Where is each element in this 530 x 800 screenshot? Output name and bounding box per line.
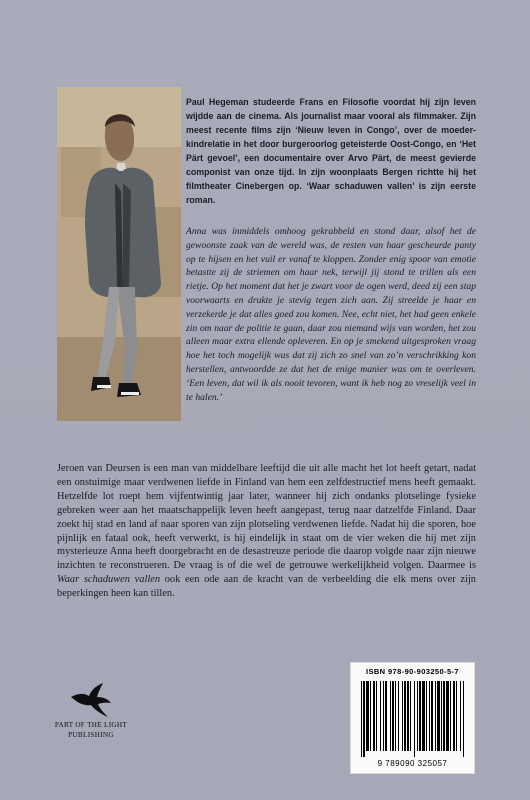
barcode-number: 9 789090 325057 xyxy=(377,759,448,768)
barcode-bar xyxy=(383,681,384,751)
barcode-bar xyxy=(385,681,387,751)
barcode-bar xyxy=(419,681,421,751)
barcode-bar xyxy=(460,681,461,751)
barcode-bar xyxy=(404,681,406,751)
barcode-bar xyxy=(392,681,394,751)
barcode-bar xyxy=(390,681,391,751)
barcode-bar xyxy=(361,681,362,757)
barcode-bar xyxy=(395,681,396,751)
barcode-bar xyxy=(446,681,449,751)
barcode-bar xyxy=(463,681,464,757)
barcode-bar xyxy=(426,681,427,751)
barcode-bar xyxy=(410,681,411,751)
author-biography: Paul Hegeman studeerde Frans en Filosofie voordat hij zijn leven wijdde aan de cinema. Als journalist maar vooral als filmmaker. Zijn meest recente films zijn ‘Nieuw leven in Congo’, over de moeder-kindrelatie in het door burgeroorlog geteisterde Oost-Congo, en ‘Het Pärt gevoel’, een documentaire over Arvo Pärt, de meest gevierde componist van onze tijd. In zijn woonplaats Bergen richtte hij het filmtheater Cinebergen op. ‘Waar schaduwen vallen’ is zijn eerste roman. xyxy=(186,97,476,205)
barcode-bar xyxy=(363,681,365,757)
barcode-bar xyxy=(414,681,415,757)
barcode-bar xyxy=(441,681,442,751)
barcode-bar xyxy=(443,681,445,751)
barcode-bar xyxy=(431,681,433,751)
barcode-bars xyxy=(361,681,465,757)
synopsis-text-end: ook een ode aan de kracht van de verbeelding die elk mens over zijn beperkingen heen kan tillen. xyxy=(57,574,476,600)
barcode-bar xyxy=(376,681,377,751)
book-synopsis xyxy=(57,462,476,601)
barcode-bar xyxy=(429,681,430,751)
synopsis-text: Jeroen van Deursen is een man van middelbare leeftijd die uit alle macht het lot heeft getart, nadat een onstuimige maar verdwenen liefde in Finland van hem een zelfdestructief mens heeft gemaakt. Hetzelfde lot roept hem vijfentwintig jaar later, wanneer hij zich ondanks plotselinge fysieke gebreken weer aan het maatschappelijk leven heeft aangepast, terug naar datzelfde Finland. Daar zoekt hij stad en land af naar sporen van zijn plotseling verdwenen liefde. Nadat hij die sporen, hoe pijnlijk en fataal ook, heeft verwerkt, is hij eindelijk in staat om de vier weken die hij met zijn mysterieuze Anna heeft doorgebracht en de desastreuze periode die daarop volgde naar zijn nieuwe inzichten te reconstrueren. De vraag is of die wel de getrouwe werkelijkheid volgen. Daarmee is xyxy=(57,463,476,572)
barcode-bar xyxy=(402,681,403,751)
barcode-bar xyxy=(453,681,455,751)
barcode-bar xyxy=(456,681,457,751)
flying-bird-icon xyxy=(70,682,112,718)
synopsis-book-title: Waar schaduwen vallen xyxy=(57,574,161,586)
barcode-bar xyxy=(398,681,399,751)
barcode-bar xyxy=(366,681,369,751)
barcode-bar xyxy=(437,681,440,751)
isbn-barcode xyxy=(350,662,475,774)
barcode-bar xyxy=(407,681,409,751)
barcode-bar xyxy=(373,681,375,751)
publisher-logo xyxy=(50,682,132,740)
barcode-bar xyxy=(435,681,436,751)
author-photo xyxy=(57,87,181,421)
barcode-bar xyxy=(450,681,451,751)
author-photo-illustration xyxy=(57,87,181,421)
barcode-bar xyxy=(380,681,381,751)
barcode-bar xyxy=(417,681,418,751)
publisher-name: PART OF THE LIGHT xyxy=(54,721,128,729)
isbn-label: ISBN 978-90-903250-5-7 xyxy=(365,667,460,676)
book-excerpt: Anna was inmiddels omhoog gekrabbeld en stond daar, alsof het de gewoonste zaak van de wereld was, de resten van haar gescheurde panty op te hijsen en het vuil er vanaf te kloppen. Zonder enig spoor van emotie betastte zij de striemen om haar nek, terwijl jij stond te trillen als een rietje. Op het moment dat het je zwart voor de ogen werd, deed zij een stap voorwaarts en drukte je stevig tegen zich aan. Zij streelde je haar en verzekerde je dat alles goed zou komen. Nee, echt niet, het had geen enkele zin om naar de politie te gaan, daar zou niemand wijs van worden, het zou alleen maar extra ellende opleveren. En op je smekend uitgesproken vraag hoe het toch mogelijk was dat zij zich zo snel van zo’n verschrikking kon herstellen, antwoordde ze dat het de enige manier was om te overleven. ‘Een leven, dat wil ik als nooit tevoren, want ik heb nog zo vreselijk veel in te halen.’ xyxy=(186,226,476,403)
barcode-bar xyxy=(422,681,425,751)
publisher-name-line2: PUBLISHING xyxy=(68,731,114,739)
barcode-bar xyxy=(370,681,371,751)
